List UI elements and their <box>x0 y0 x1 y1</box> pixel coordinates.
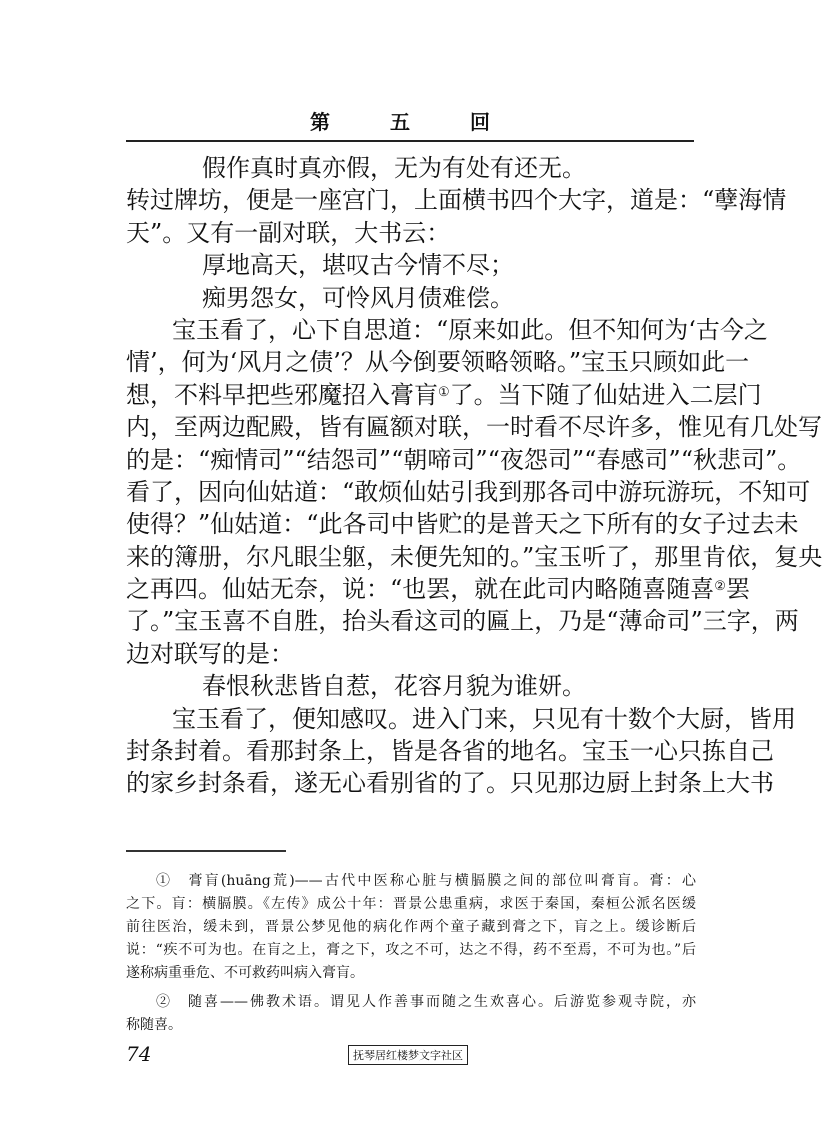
text-line: 了。”宝玉喜不自胜，抬头看这司的匾上，乃是“薄命司”三字，两 <box>126 607 799 636</box>
chapter-header-char: 五 <box>390 110 410 134</box>
footnote-1-line: ① 膏肓(huāng荒)——古代中医称心脏与横膈膜之间的部位叫膏肓。膏：心 <box>156 873 696 889</box>
text-line: 边对联写的是： <box>126 639 294 668</box>
text-line: 天”。又有一副对联，大书云： <box>126 218 451 247</box>
chapter-header-char: 回 <box>470 110 490 134</box>
text-segment: 想，不料早把些邪魔招入膏肓 <box>126 380 438 409</box>
couplet-line: 厚地高天，堪叹古今情不尽； <box>202 251 514 280</box>
footnote-1-line: 前往医治，缓未到，晋景公梦见他的病化作两个童子藏到膏之下，肓之上。缓诊断后 <box>126 919 696 935</box>
text-line <box>126 379 762 411</box>
text-line: 情’，何为‘风月之债’？从今倒要领略领略。”宝玉只顾如此一 <box>126 348 750 377</box>
text-line: 来的簿册，尔凡眼尘躯，未便先知的。”宝玉听了，那里肯依，复央 <box>126 542 822 571</box>
text-line: 的是：“痴情司”“结怨司”“朝啼司”“夜怨司”“春感司”“秋悲司”。 <box>126 445 802 474</box>
footnote-1-line: 遂称病重垂危、不可救药叫病入膏肓。 <box>126 965 364 981</box>
text-segment: 罢 <box>725 575 750 604</box>
footnote-2-line: ② 随喜——佛教术语。谓见人作善事而随之生欢喜心。后游览参观寺院，亦 <box>156 994 696 1010</box>
couplet-line: 痴男怨女，可怜风月债难偿。 <box>202 283 514 312</box>
text-segment: 了。当下随了仙姑进入二层门 <box>449 380 762 409</box>
footnote-1-line: 之下。肓：横膈膜。《左传》成公十年：晋景公患重病，求医于秦国，秦桓公派名医缓 <box>126 896 696 912</box>
text-segment: 之再四。仙姑无奈，说：“也罢，就在此司内略随喜随喜 <box>126 575 715 604</box>
watermark-stamp: 抚琴居红楼梦文字社区 <box>348 1045 468 1065</box>
verse-line: 假作真时真亦假，无为有处有还无。 <box>202 154 586 182</box>
chapter-header-char: 第 <box>310 110 330 134</box>
footnote-rule <box>126 850 286 852</box>
footnote-2-line: 称随喜。 <box>126 1017 182 1033</box>
chapter-header <box>0 106 800 135</box>
text-line: 看了，因向仙姑道：“敢烦仙姑引我到那各司中游玩游玩，不知可 <box>126 477 811 506</box>
page-number: 74 <box>126 1042 152 1066</box>
text-line: 转过牌坊，便是一座宫门，上面横书四个大字，道是：“孽海情 <box>126 186 787 215</box>
footnote-marker-1[interactable]: ① <box>438 384 450 400</box>
footnotes <box>126 870 696 1037</box>
text-line: 的家乡封条看，遂无心看别省的了。只见那边厨上封条上大书 <box>126 769 774 798</box>
body-text <box>126 152 822 800</box>
footnote-marker-2[interactable]: ② <box>714 579 726 595</box>
text-line: 内，至两边配殿，皆有匾额对联，一时看不尽许多，惟见有几处写 <box>126 413 822 442</box>
footnote-1-line: 说：“疾不可为也。在肓之上，膏之下，攻之不可，达之不得，药不至焉，不可为也。”后 <box>126 942 696 958</box>
text-line <box>126 573 750 605</box>
text-line: 封条封着。看那封条上，皆是各省的地名。宝玉一心只拣自己 <box>126 737 774 766</box>
text-line: 宝玉看了，便知感叹。进入门来，只见有十数个大厨，皆用 <box>172 704 796 733</box>
text-line: 宝玉看了，心下自思道：“原来如此。但不知何为‘古今之 <box>172 315 768 344</box>
header-rule <box>126 140 694 142</box>
text-line: 使得？”仙姑道：“此各司中皆贮的是普天之下所有的女子过去未 <box>126 510 799 539</box>
couplet-line: 春恨秋悲皆自惹，花容月貌为谁妍。 <box>202 672 586 701</box>
